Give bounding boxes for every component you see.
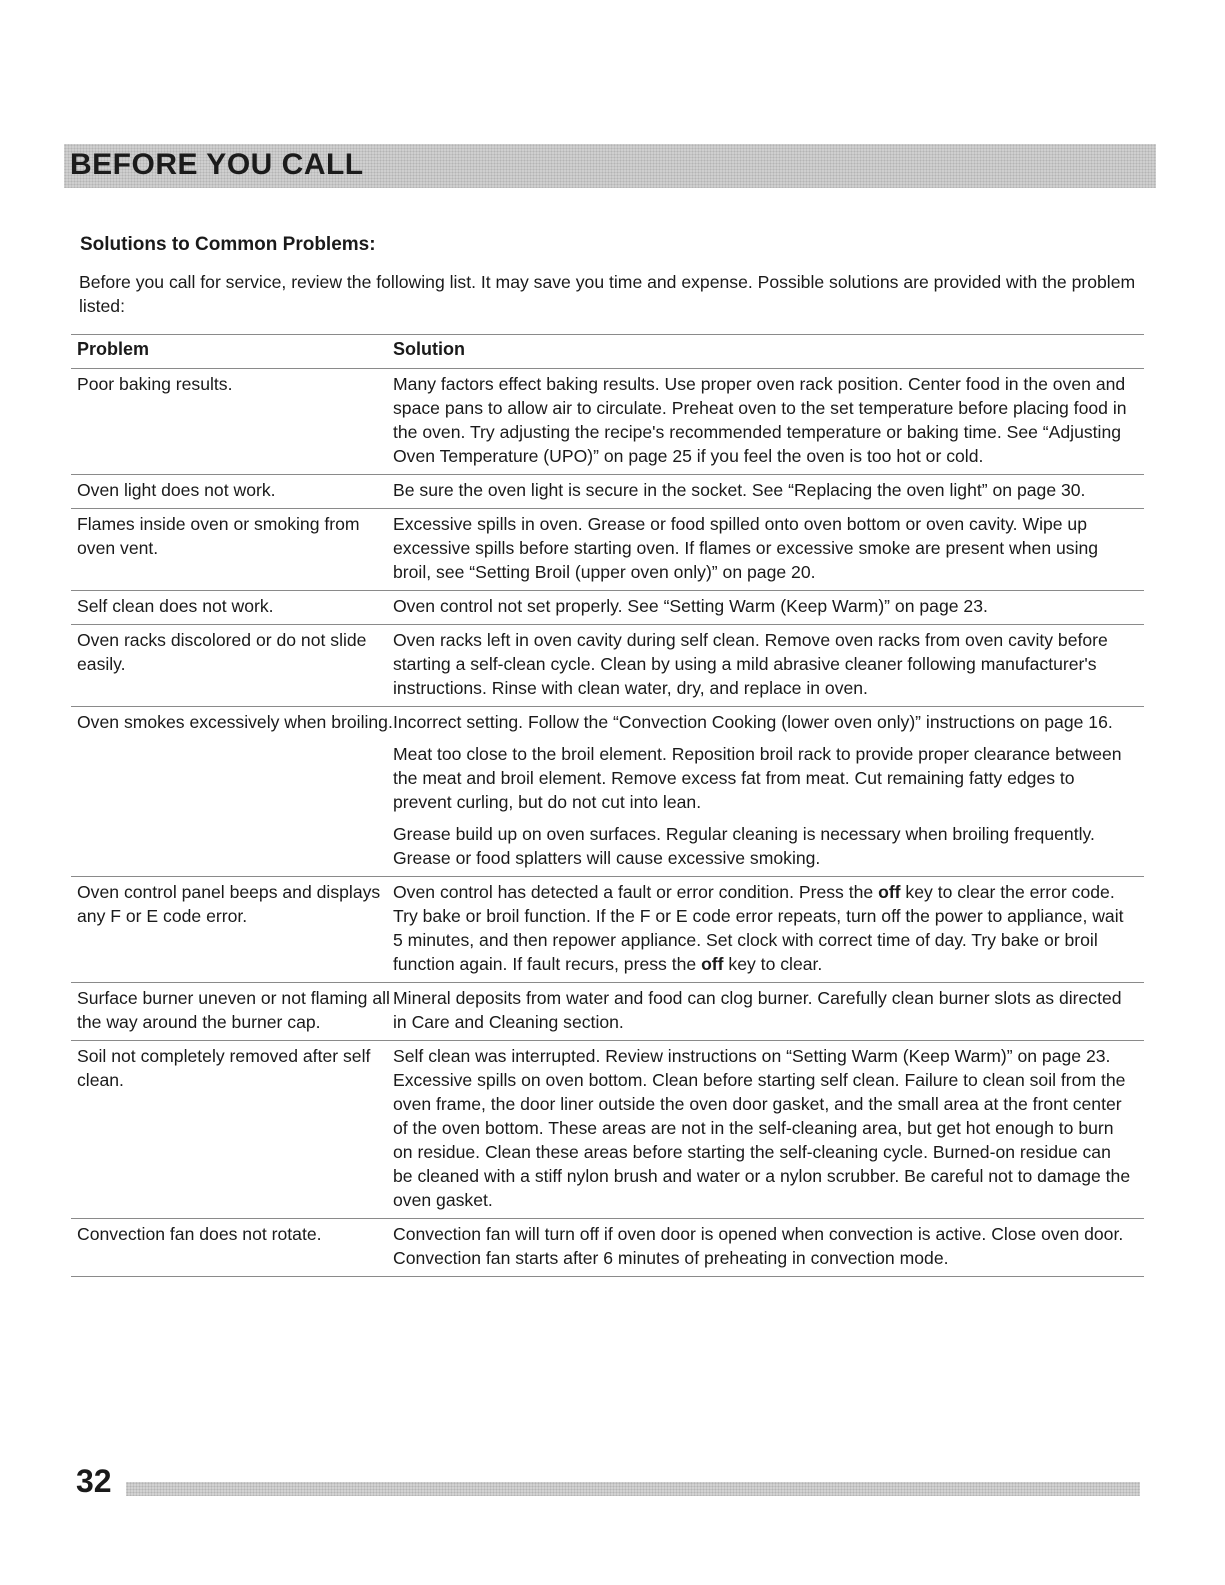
column-header-solution: Solution [393, 339, 465, 359]
column-header-problem: Problem [77, 339, 150, 359]
problem-cell: Soil not completely removed after self clean. [77, 1046, 371, 1090]
solution-paragraph [393, 742, 1134, 814]
solution-text: Oven racks left in oven cavity during self clean. Remove oven racks from oven cavity before starting a self-clean cycle. Clean by using a mild abrasive cleaner following manufacturer's instructions. Rinse with clean water, dry, and replace in oven. [393, 630, 1108, 698]
solution-text: Incorrect setting. Follow the “Convection Cooking (lower oven only)” instructions on page 16. [393, 712, 1113, 732]
solution-paragraph [393, 710, 1134, 734]
table-body [71, 369, 1144, 1276]
solution-cell [393, 478, 1144, 502]
solution-paragraph [393, 478, 1134, 502]
solution-paragraph [393, 512, 1134, 584]
footer-band [126, 1482, 1140, 1496]
solution-paragraph [393, 880, 1134, 976]
problem-cell: Oven control panel beeps and displays any F or E code error. [77, 882, 381, 926]
solution-paragraph [393, 628, 1134, 700]
problem-cell: Convection fan does not rotate. [77, 1224, 322, 1244]
problem-cell: Flames inside oven or smoking from oven vent. [77, 514, 360, 558]
solution-text: Self clean was interrupted. Review instructions on “Setting Warm (Keep Warm)” on page 23. Excessive spills on oven bottom. Clean before starting self clean. Failure to clean soil from the oven frame, the door liner outside the oven door gasket, and the small area at the front center of the oven bottom. These areas are not in the self-cleaning area, but get hot enough to burn on residue. Clean these areas before starting the self-cleaning cycle. Burned-on residue can be cleaned with a stiff nylon brush and water or a nylon scrubber. Be careful not to damage the oven gasket. [393, 1046, 1131, 1210]
solution-text: Convection fan will turn off if oven door is opened when convection is active. Close oven door. Convection fan starts after 6 minutes of preheating in convection mode. [393, 1224, 1124, 1268]
page-number: 32 [76, 1463, 112, 1499]
solution-paragraph [393, 1222, 1134, 1270]
table-row [71, 625, 1144, 707]
table-row [71, 707, 1144, 877]
intro-text: Before you call for service, review the following list. It may save you time and expense. Possible solutions are provided with the problem listed: [79, 272, 1136, 316]
solution-cell [393, 594, 1144, 618]
solution-text: Many factors effect baking results. Use proper oven rack position. Center food in the oven and space pans to allow air to circulate. Preheat oven to the set temperature before placing food in the oven. Try adjusting the recipe's recommended temperature or baking time. See “Adjusting Oven Temperature (UPO)” on page 25 if you feel the oven is too hot or cold. [393, 374, 1127, 466]
problem-cell: Poor baking results. [77, 374, 233, 394]
off-key-label: off [701, 954, 724, 974]
solution-paragraph [393, 1044, 1134, 1212]
solution-text: key to clear. [723, 954, 823, 974]
solution-text: Meat too close to the broil element. Reposition broil rack to provide proper clearance between the meat and broil element. Remove excess fat from meat. Cut remaining fatty edges to prevent curling, but do not cut into lean. [393, 744, 1122, 812]
table-header-row [71, 335, 1144, 369]
table-row [71, 509, 1144, 591]
solution-text: Excessive spills in oven. Grease or food spilled onto oven bottom or oven cavity. Wipe up excessive spills before starting oven. If flames or excessive smoke are present when using broil, see “Setting Broil (upper oven only)” on page 20. [393, 514, 1099, 582]
problem-cell: Self clean does not work. [77, 596, 274, 616]
solution-text: Oven control not set properly. See “Setting Warm (Keep Warm)” on page 23. [393, 596, 988, 616]
solution-paragraph [393, 594, 1134, 618]
solution-cell [393, 372, 1144, 468]
solution-text: key to clear the error code. Try bake or broil function. If the F or E code error repeats, turn off the power to appliance, wait 5 minutes, and then repower appliance. Set clock with correct time of day. Try bake or broil function again. If fault recurs, press the [393, 882, 1124, 974]
solution-text: Oven control has detected a fault or error condition. Press the [393, 882, 879, 902]
problem-cell: Oven light does not work. [77, 480, 276, 500]
solution-paragraph [393, 372, 1134, 468]
solution-text: Grease build up on oven surfaces. Regular cleaning is necessary when broiling frequently. Grease or food splatters will cause excessive smoking. [393, 824, 1095, 868]
table-row [71, 369, 1144, 475]
table-row [71, 983, 1144, 1041]
solution-cell [393, 512, 1144, 584]
solution-text: Mineral deposits from water and food can clog burner. Carefully clean burner slots as directed in Care and Cleaning section. [393, 988, 1122, 1032]
solution-cell [393, 1044, 1144, 1212]
problems-table [71, 334, 1144, 1277]
table-row [71, 1041, 1144, 1219]
section-heading: Solutions to Common Problems: [80, 234, 376, 255]
solution-cell [393, 986, 1144, 1034]
solution-text: Be sure the oven light is secure in the socket. See “Replacing the oven light” on page 30. [393, 480, 1086, 500]
solution-cell [393, 1222, 1144, 1270]
off-key-label: off [878, 882, 901, 902]
problem-cell: Surface burner uneven or not flaming all the way around the burner cap. [77, 988, 390, 1032]
solution-cell [393, 880, 1144, 976]
solution-cell [393, 710, 1144, 870]
solution-cell [393, 628, 1144, 700]
problem-cell: Oven smokes excessively when broiling. [77, 712, 393, 732]
problem-cell: Oven racks discolored or do not slide easily. [77, 630, 367, 674]
table-row [71, 1219, 1144, 1276]
solution-paragraph [393, 986, 1134, 1034]
table-row [71, 591, 1144, 625]
table-row [71, 475, 1144, 509]
table-row [71, 877, 1144, 983]
page-title: BEFORE YOU CALL [70, 148, 364, 181]
header-band [64, 144, 1156, 188]
solution-paragraph [393, 822, 1134, 870]
